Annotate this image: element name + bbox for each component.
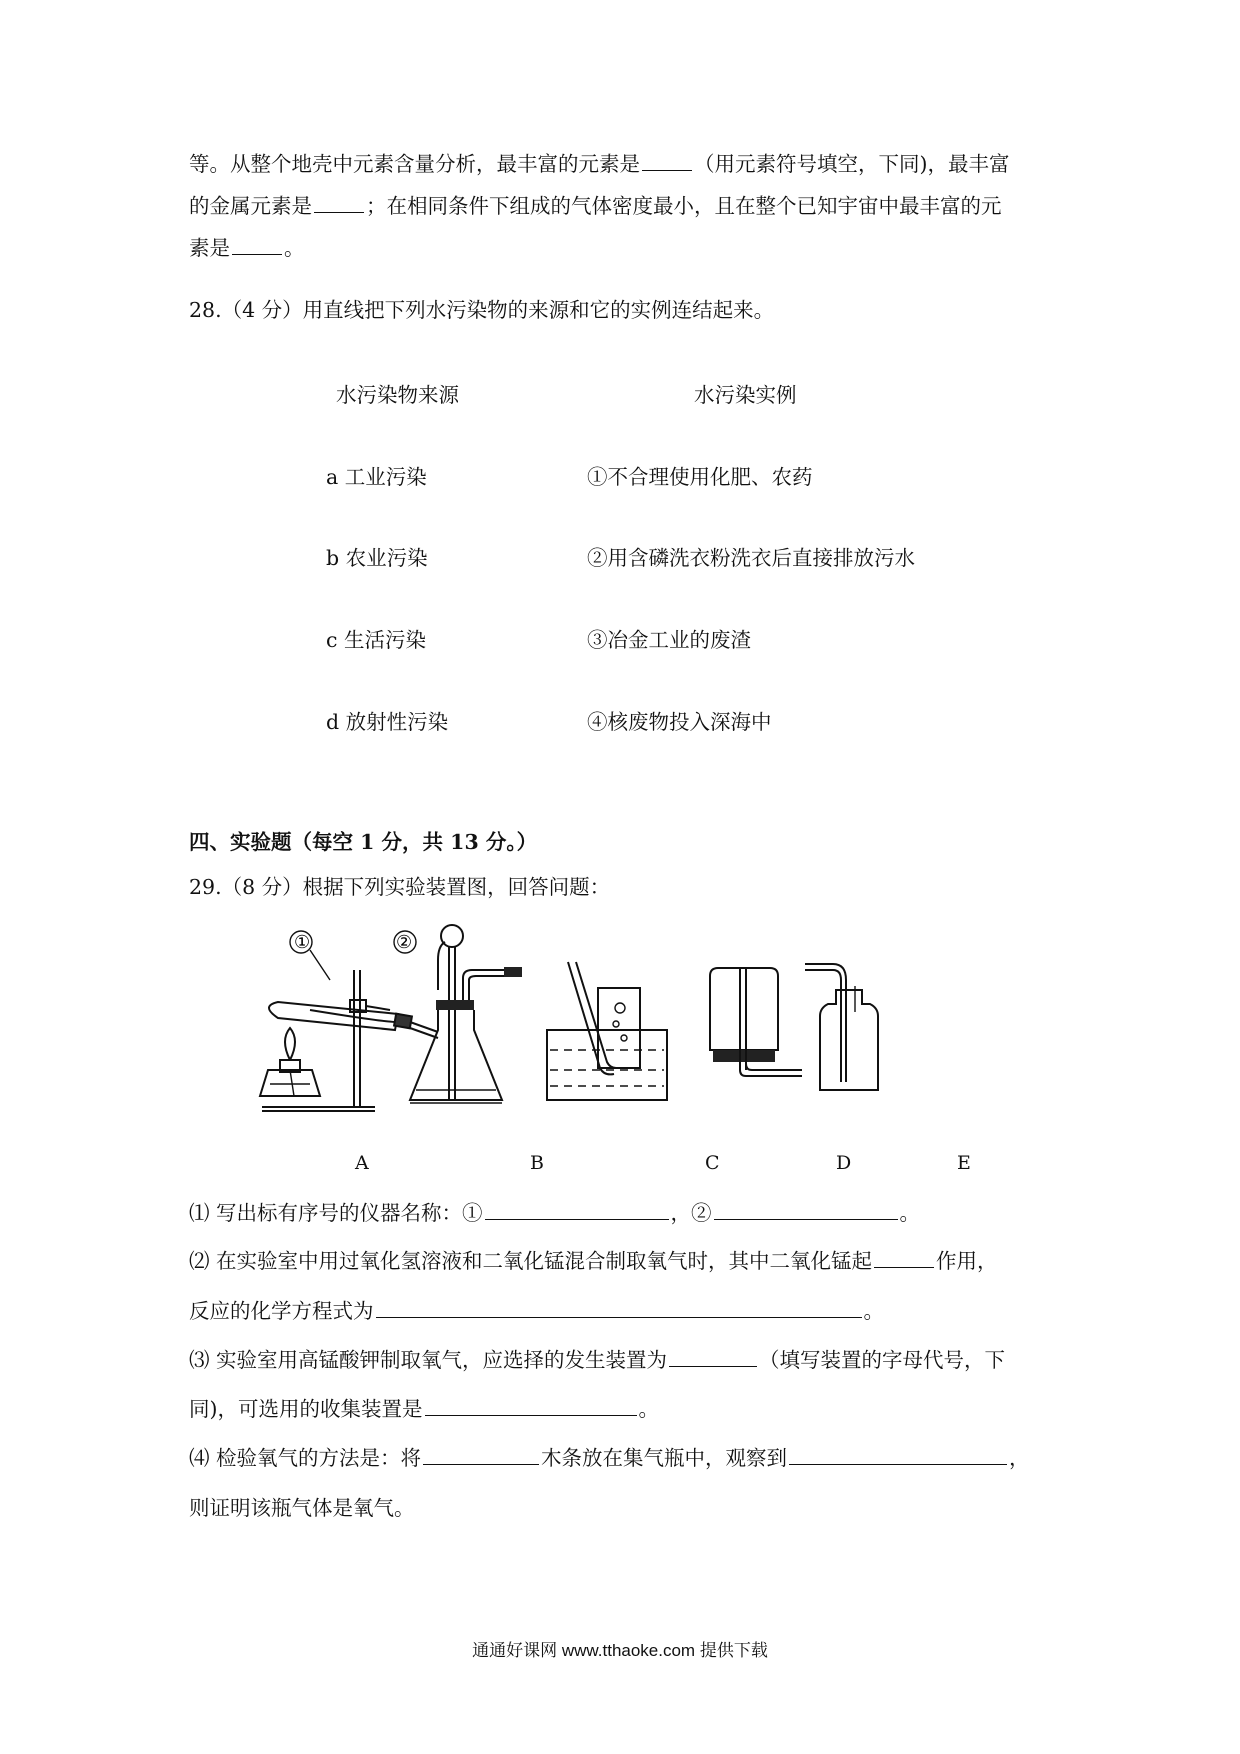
question-text: ， xyxy=(1009,1446,1030,1470)
example-item[interactable]: ①不合理使用化肥、农药 xyxy=(587,465,813,489)
question-text: 。 xyxy=(899,1201,921,1225)
source-item[interactable]: d 放射性污染 xyxy=(326,710,449,734)
apparatus-d xyxy=(710,968,802,1076)
apparatus-b xyxy=(394,925,522,1103)
apparatus-label: B xyxy=(530,1152,544,1174)
marker-2: ② xyxy=(396,932,413,953)
marker-1: ① xyxy=(294,932,311,953)
answer-blank[interactable] xyxy=(874,1247,934,1268)
q29-part-2 xyxy=(189,1247,998,1275)
apparatus-label: A xyxy=(355,1152,369,1174)
q29-part-3 xyxy=(189,1346,1005,1374)
answer-blank[interactable] xyxy=(669,1346,757,1367)
example-item[interactable]: ②用含磷洗衣粉洗衣后直接排放污水 xyxy=(587,546,915,570)
col-right-header: 水污染实例 xyxy=(694,383,797,407)
intro-text: 的金属元素是 xyxy=(189,194,312,218)
q29-part-4-cont: 则证明该瓶气体是氧气。 xyxy=(189,1496,415,1520)
apparatus-e xyxy=(805,964,878,1090)
answer-blank[interactable] xyxy=(423,1444,539,1465)
question-text: 反应的化学方程式为 xyxy=(189,1299,374,1323)
intro-line-1 xyxy=(189,150,1010,178)
answer-blank[interactable] xyxy=(425,1395,637,1416)
apparatus-diagram xyxy=(250,920,990,1130)
q28-title: 28.（4 分）用直线把下列水污染物的来源和它的实例连结起来。 xyxy=(189,298,775,322)
intro-text: 。 xyxy=(284,236,305,260)
apparatus-label: D xyxy=(836,1152,852,1174)
source-item[interactable]: a 工业污染 xyxy=(326,465,427,489)
answer-blank[interactable] xyxy=(642,150,692,171)
answer-blank[interactable] xyxy=(789,1444,1007,1465)
apparatus-a xyxy=(260,931,438,1111)
answer-blank[interactable] xyxy=(714,1199,898,1220)
answer-blank[interactable] xyxy=(376,1297,862,1318)
question-text: ⑴ 写出标有序号的仪器名称：① xyxy=(189,1201,483,1225)
apparatus-c xyxy=(547,962,667,1100)
question-text: 木条放在集气瓶中，观察到 xyxy=(541,1446,788,1470)
question-text: ⑵ 在实验室中用过氧化氢溶液和二氧化锰混合制取氧气时，其中二氧化锰起 xyxy=(189,1249,873,1273)
source-item[interactable]: c 生活污染 xyxy=(326,628,426,652)
question-text: 。 xyxy=(863,1299,884,1323)
intro-text: ；在相同条件下组成的气体密度最小，且在整个已知宇宙中最丰富的元 xyxy=(366,194,1002,218)
question-text: 同)，可选用的收集装置是 xyxy=(189,1397,423,1421)
question-text: 。 xyxy=(638,1397,659,1421)
apparatus-label: E xyxy=(957,1152,971,1174)
example-item[interactable]: ④核废物投入深海中 xyxy=(587,710,772,734)
page-footer: 通通好课网 www.tthaoke.com 提供下载 xyxy=(472,1641,768,1660)
q29-part-2-cont xyxy=(189,1297,884,1325)
intro-text: 素是 xyxy=(189,236,230,260)
question-text: ⑶ 实验室用高锰酸钾制取氧气，应选择的发生装置为 xyxy=(189,1348,668,1372)
q29-part-1 xyxy=(189,1199,920,1227)
answer-blank[interactable] xyxy=(485,1199,669,1220)
example-item[interactable]: ③冶金工业的废渣 xyxy=(587,628,751,652)
intro-text: 等。从整个地壳中元素含量分析，最丰富的元素是 xyxy=(189,152,640,176)
section-title: 四、实验题（每空 1 分，共 13 分。） xyxy=(189,830,538,854)
source-item[interactable]: b 农业污染 xyxy=(326,546,428,570)
q29-part-4 xyxy=(189,1444,1030,1472)
q29-title: 29.（8 分）根据下列实验装置图，回答问题： xyxy=(189,875,611,899)
question-text: （填写装置的字母代号，下 xyxy=(759,1348,1006,1372)
q29-part-3-cont xyxy=(189,1395,659,1423)
answer-blank[interactable] xyxy=(314,192,364,213)
question-text: ，② xyxy=(670,1201,712,1225)
answer-blank[interactable] xyxy=(232,234,282,255)
intro-line-2 xyxy=(189,192,1002,220)
intro-line-3 xyxy=(189,234,305,262)
apparatus-label: C xyxy=(705,1152,720,1174)
question-text: 作用， xyxy=(936,1249,998,1273)
col-left-header: 水污染物来源 xyxy=(336,383,459,407)
intro-text: （用元素符号填空，下同)，最丰富 xyxy=(694,152,1010,176)
question-text: ⑷ 检验氧气的方法是：将 xyxy=(189,1446,422,1470)
